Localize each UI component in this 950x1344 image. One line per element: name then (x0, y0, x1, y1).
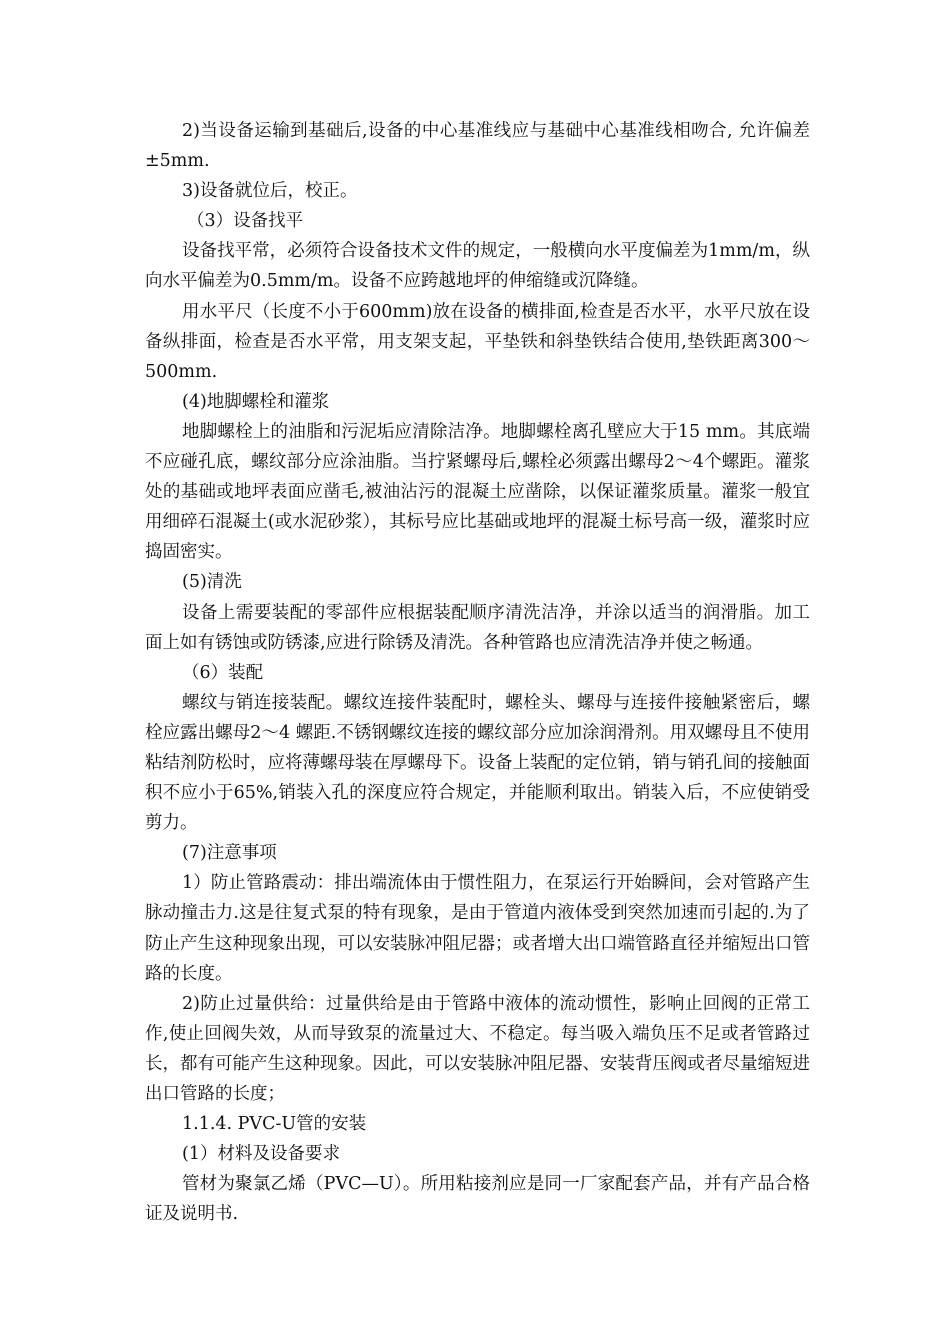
heading-precautions: (7)注意事项 (182, 843, 277, 864)
heading-leveling: （3）设备找平 (187, 211, 304, 232)
paragraph-level-ruler: 用水平尺（长度不小于600mm)放在设备的横排面,检查是否水平，水平尺放在设备纵排面，检查是否水平常，用支架支起，平垫铁和斜垫铁结合使用,垫铁距离300～500mm. (145, 301, 810, 382)
heading-pvc-installation: 1.1.4. PVC-U管的安装 (182, 1114, 367, 1135)
heading-cleaning: (5)清洗 (182, 572, 242, 593)
heading-anchor-bolts-grouting: (4)地脚螺栓和灌浆 (182, 391, 330, 412)
paragraph-materials: 管材为聚氯乙烯（PVC—U）。所用粘接剂应是同一厂家配套产品，并有产品合格证及说明书. (145, 1174, 810, 1225)
heading-assembly: （6）装配 (182, 662, 264, 683)
paragraph-prevent-vibration: 1）防止管路震动：排出端流体由于惯性阻力，在泵运行开始瞬间，会对管路产生脉动撞击力.这是往复式泵的特有现象，是由于管道内液体受到突然加速而引起的.为了防止产生这种现象出现，可以安装脉冲阻尼器；或者增大出口端管路直径并缩短出口管路的长度。 (145, 873, 810, 984)
paragraph-anchor-bolts: 地脚螺栓上的油脂和污泥垢应清除洁净。地脚螺栓离孔壁应大于15 mm。其底端不应碰孔底，螺纹部分应涂油脂。当拧紧螺母后,螺栓必须露出螺母2～4个螺距。灌浆处的基础或地坪表面应凿毛,被油沾污的混凝土应凿除，以保证灌浆质量。灌浆一般宜用细碎石混凝土(或水泥砂浆），其标号应比基础或地坪的混凝土标号高一级，灌浆时应捣固密实。 (145, 421, 810, 563)
paragraph-calibration: 3)设备就位后，校正。 (182, 181, 358, 202)
heading-materials: (1）材料及设备要求 (182, 1144, 340, 1165)
paragraph-prevent-overfeed: 2)防止过量供给：过量供给是由于管路中液体的流动惯性，影响止回阀的正常工作,使止回阀失效，从而导致泵的流量过大、不稳定。每当吸入端负压不足或者管路过长，都有可能产生这种现象。因此，可以安装脉冲阻尼器、安装背压阀或者尽量缩短进出口管路的长度； (145, 993, 810, 1104)
document-body (145, 116, 810, 1229)
paragraph-assembly: 螺纹与销连接装配。螺纹连接件装配时，螺栓头、螺母与连接件接触紧密后，螺栓应露出螺母2～4 螺距.不锈钢螺纹连接的螺纹部分应加涂润滑剂。用双螺母且不使用粘结剂防松时，应将薄螺母装在厚螺母下。设备上装配的定位销，销与销孔间的接触面积不应小于65%,销装入孔的深度应符合规定，并能顺利取出。销装入后，不应使销受剪力。 (145, 692, 810, 834)
paragraph-cleaning: 设备上需要装配的零部件应根据装配顺序清洗洁净，并涂以适当的润滑脂。加工面上如有锈蚀或防锈漆,应进行除锈及清洗。各种管路也应清洗洁净并使之畅通。 (145, 602, 810, 653)
paragraph-equipment-alignment: 2)当设备运输到基础后,设备的中心基准线应与基础中心基准线相吻合, 允许偏差±5mm. (145, 121, 810, 172)
paragraph-leveling-requirements: 设备找平常，必须符合设备技术文件的规定，一般横向水平度偏差为1mm/m，纵向水平偏差为0.5mm/m。设备不应跨越地坪的伸缩缝或沉降缝。 (145, 241, 810, 292)
